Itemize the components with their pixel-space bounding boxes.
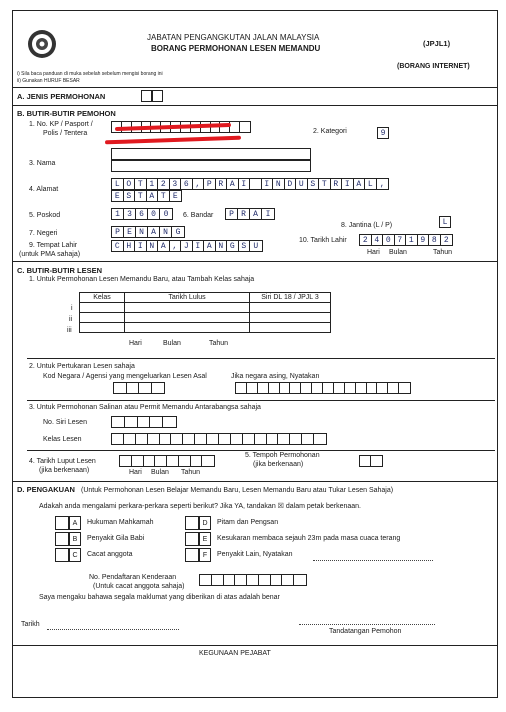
char-cell: 0 xyxy=(163,210,169,219)
char-cell: S xyxy=(239,241,251,251)
label-tarikh: Tarikh xyxy=(21,621,40,628)
char-cell: R xyxy=(238,209,250,219)
checkbox-e[interactable] xyxy=(185,532,199,546)
label-kenderaan: No. Pendaftaran Kenderaan xyxy=(89,574,177,581)
section-d-title: D. PENGAKUAN xyxy=(17,485,75,494)
label-bulan-luput: Bulan xyxy=(151,469,169,476)
siri-lesen-field[interactable] xyxy=(111,416,177,428)
redaction-mark xyxy=(105,136,241,145)
note-instructions: i) Sila baca panduan di muka sebelah sebelum mengisi borang ini xyxy=(17,71,163,77)
item-a-text: Hukuman Mahkamah xyxy=(87,519,154,526)
section-c-title: C. BUTIR-BUTIR LESEN xyxy=(17,266,102,275)
char-cell: O xyxy=(124,179,136,189)
char-cell: J xyxy=(181,241,193,251)
label-kod-negara: Kod Negara / Agensi yang mengeluarkan Lesen Asal xyxy=(43,373,207,380)
item-e-text: Kesukaran membaca sejauh 23m pada masa cuaca terang xyxy=(217,535,401,542)
jantina-field[interactable]: L xyxy=(439,216,451,228)
label-kategori: 2. Kategori xyxy=(313,128,347,135)
negeri-field[interactable] xyxy=(111,226,185,238)
char-cell: G xyxy=(227,241,239,251)
kod-negara-field[interactable] xyxy=(113,382,165,394)
section-d-question: Adakah anda mengalami perkara-perkara seperti berikut? Jika YA, tandakan ☒ dalam petak berkenaan. xyxy=(39,503,361,510)
label-c1: 1. Untuk Permohonan Lesen Memandu Baru, atau Tambah Kelas sahaja xyxy=(29,276,255,283)
char-cell: 2 xyxy=(360,235,372,245)
label-tahun: Tahun xyxy=(209,340,229,347)
jpj-logo xyxy=(27,29,57,59)
label-alamat: 4. Alamat xyxy=(29,186,59,193)
char-cell: I xyxy=(135,241,147,251)
char-cell: 3 xyxy=(170,179,182,189)
char-cell: N xyxy=(136,227,148,237)
char-cell: U xyxy=(253,242,259,251)
char-cell: 1 xyxy=(406,235,418,245)
char-cell: I xyxy=(193,241,205,251)
char-cell: C xyxy=(112,241,124,251)
agency-name: JABATAN PENGANGKUTAN JALAN MALAYSIA xyxy=(147,33,320,42)
label-bandar: 6. Bandar xyxy=(183,212,214,219)
kenderaan-field[interactable] xyxy=(199,574,307,586)
char-cell: H xyxy=(124,241,136,251)
label-c3: 3. Untuk Permohonan Salinan atau Permit Memandu Antarabangsa sahaja xyxy=(29,404,261,411)
item-d-text: Pitam dan Pengsan xyxy=(217,519,279,526)
char-cell: A xyxy=(148,227,160,237)
label-tempat-lahir-2: (untuk PMA sahaja) xyxy=(19,251,81,258)
col-tarikh-lulus: Tarikh Lulus xyxy=(125,293,250,303)
label-hari: Hari xyxy=(367,249,380,256)
office-use xyxy=(13,645,497,697)
code-d: D xyxy=(199,516,211,530)
row-label-ii: ii xyxy=(69,316,73,323)
char-cell: 0 xyxy=(383,235,395,245)
label-bulan: Bulan xyxy=(163,340,181,347)
kelas-lesen-field[interactable] xyxy=(111,433,327,445)
label-tarikh-luput-2: (jika berkenaan) xyxy=(39,467,90,474)
signature-line[interactable] xyxy=(299,624,435,625)
char-cell: A xyxy=(227,179,239,189)
char-cell: 1 xyxy=(112,209,124,219)
char-cell: N xyxy=(216,241,228,251)
declaration-text: Saya mengaku bahawa segala maklumat yang diberikan di atas adalah benar xyxy=(39,594,280,601)
code-f: F xyxy=(199,548,211,562)
alamat-line-2[interactable] xyxy=(111,190,182,202)
label-jantina: 8. Jantina (L / P) xyxy=(341,222,393,229)
note-uppercase: ii) Gunakan HURUF BESAR xyxy=(17,78,80,84)
label-bulan: Bulan xyxy=(389,249,407,256)
row-label-i: i xyxy=(71,305,73,312)
checkbox-a[interactable] xyxy=(55,516,69,530)
char-cell: T xyxy=(135,191,147,201)
checkbox-c[interactable] xyxy=(55,548,69,562)
kategori-field[interactable]: 9 xyxy=(377,127,389,139)
char-cell: T xyxy=(158,191,170,201)
char-cell: 4 xyxy=(372,235,384,245)
form-page xyxy=(12,10,498,698)
label-ic-2: Polis / Tentera xyxy=(43,130,88,137)
char-cell: , xyxy=(170,241,182,251)
tempat-lahir-field[interactable] xyxy=(111,240,263,252)
char-cell: , xyxy=(193,179,205,189)
char-cell: 6 xyxy=(181,179,193,189)
char-cell: S xyxy=(308,179,320,189)
char-cell: 9 xyxy=(418,235,430,245)
char-cell: A xyxy=(147,191,159,201)
char-cell: A xyxy=(158,241,170,251)
label-tandatangan: Tandatangan Pemohon xyxy=(329,628,402,635)
char-cell: 8 xyxy=(429,235,441,245)
label-tarikh-lahir: 10. Tarikh Lahir xyxy=(299,237,347,244)
checkbox-b[interactable] xyxy=(55,532,69,546)
char-cell: T xyxy=(135,179,147,189)
negara-asing-field[interactable] xyxy=(235,382,411,394)
char-cell: 6 xyxy=(136,209,148,219)
table-row[interactable] xyxy=(80,303,331,313)
char-cell: G xyxy=(175,228,181,237)
label-negeri: 7. Negeri xyxy=(29,230,58,237)
label-tahun-luput: Tahun xyxy=(181,469,201,476)
office-use-title: KEGUNAAN PEJABAT xyxy=(199,650,271,657)
label-tarikh-luput: 4. Tarikh Luput Lesen xyxy=(29,458,96,465)
label-tempat-lahir: 9. Tempat Lahir xyxy=(29,242,78,249)
section-d-heading xyxy=(17,485,393,494)
label-tempoh: 5. Tempoh Permohonan xyxy=(245,452,320,459)
item-b-text: Penyakit Gila Babi xyxy=(87,535,145,542)
char-cell: E xyxy=(112,191,124,201)
kelas-table xyxy=(79,292,331,333)
char-cell: L xyxy=(365,179,377,189)
tarikh-lahir-field[interactable] xyxy=(359,234,453,246)
char-cell: A xyxy=(250,209,262,219)
char-cell: N xyxy=(160,227,172,237)
bandar-field[interactable] xyxy=(225,208,275,220)
char-cell: , xyxy=(379,180,385,189)
char-cell: P xyxy=(204,179,216,189)
penyakit-lain-line[interactable] xyxy=(313,560,433,561)
char-cell: N xyxy=(147,241,159,251)
char-cell: 3 xyxy=(124,209,136,219)
label-kenderaan-2: (Untuk cacat anggota sahaja) xyxy=(93,583,185,590)
section-a xyxy=(13,87,497,105)
col-siri: Siri DL 18 / JPJL 3 xyxy=(250,293,331,303)
char-cell: 2 xyxy=(158,179,170,189)
form-code: (JPJL1) xyxy=(423,39,451,48)
label-c2: 2. Untuk Pertukaran Lesen sahaja xyxy=(29,363,135,370)
char-cell: I xyxy=(265,210,271,219)
tarikh-line[interactable] xyxy=(47,629,179,630)
section-c xyxy=(13,261,497,474)
char-cell: E xyxy=(172,192,178,201)
section-d xyxy=(13,481,497,645)
alamat-line-1[interactable] xyxy=(111,178,389,190)
char-cell: 0 xyxy=(148,209,160,219)
nama-field[interactable] xyxy=(111,148,311,160)
char-cell xyxy=(250,179,262,189)
code-c: C xyxy=(69,548,81,562)
label-poskod: 5. Poskod xyxy=(29,212,61,219)
char-cell: 2 xyxy=(443,236,449,245)
char-cell: A xyxy=(354,179,366,189)
code-b: B xyxy=(69,532,81,546)
char-cell: P xyxy=(112,227,124,237)
checkbox-d[interactable] xyxy=(185,516,199,530)
char-cell: S xyxy=(124,191,136,201)
row-label-iii: iii xyxy=(67,327,72,334)
table-row[interactable] xyxy=(80,313,331,323)
char-cell: R xyxy=(216,179,228,189)
c3-divider xyxy=(27,400,495,401)
section-d-note: (Untuk Permohonan Lesen Belajar Memandu Baru, Lesen Memandu Baru atau Tukar Lesen Sahaja) xyxy=(81,487,394,494)
label-hari: Hari xyxy=(129,340,142,347)
char-cell: U xyxy=(296,179,308,189)
jenis-box-1[interactable] xyxy=(141,90,152,102)
checkbox-f[interactable] xyxy=(185,548,199,562)
char-cell: D xyxy=(285,179,297,189)
label-nama: 3. Nama xyxy=(29,160,56,167)
form-type: (BORANG INTERNET) xyxy=(397,63,470,70)
label-siri-lesen: No. Siri Lesen xyxy=(43,419,87,426)
c4-divider xyxy=(27,450,495,451)
table-row[interactable] xyxy=(80,323,331,333)
char-cell: I xyxy=(262,179,274,189)
code-e: E xyxy=(199,532,211,546)
nama-field-2[interactable] xyxy=(111,160,311,172)
label-negara-asing: Jika negara asing, Nyatakan xyxy=(231,373,320,380)
section-a-title: A. JENIS PERMOHONAN xyxy=(17,92,106,101)
label-tahun: Tahun xyxy=(433,249,453,256)
section-b-title: B. BUTIR-BUTIR PEMOHON xyxy=(17,109,116,118)
tarikh-luput-field[interactable] xyxy=(119,455,215,467)
jenis-box-2[interactable] xyxy=(152,90,163,102)
char-cell: R xyxy=(331,179,343,189)
poskod-field[interactable] xyxy=(111,208,173,220)
char-cell: 1 xyxy=(147,179,159,189)
char-cell: L xyxy=(112,179,124,189)
code-a: A xyxy=(69,516,81,530)
item-c-text: Cacat anggota xyxy=(87,551,133,558)
char-cell: N xyxy=(273,179,285,189)
col-kelas: Kelas xyxy=(80,293,125,303)
item-f-text: Penyakit Lain, Nyatakan xyxy=(217,551,293,558)
label-kelas-lesen: Kelas Lesen xyxy=(43,436,82,443)
char-cell: E xyxy=(124,227,136,237)
char-cell: A xyxy=(204,241,216,251)
char-cell: I xyxy=(239,179,251,189)
form-title: BORANG PERMOHONAN LESEN MEMANDU xyxy=(151,44,321,53)
label-hari-luput: Hari xyxy=(129,469,142,476)
tempoh-field[interactable] xyxy=(359,455,383,467)
char-cell: I xyxy=(342,179,354,189)
char-cell: T xyxy=(319,179,331,189)
char-cell: 7 xyxy=(395,235,407,245)
char-cell: P xyxy=(226,209,238,219)
label-ic: 1. No. KP / Pasport / xyxy=(29,121,93,128)
section-b xyxy=(13,105,497,261)
label-tempoh-2: (jika berkenaan) xyxy=(253,461,304,468)
